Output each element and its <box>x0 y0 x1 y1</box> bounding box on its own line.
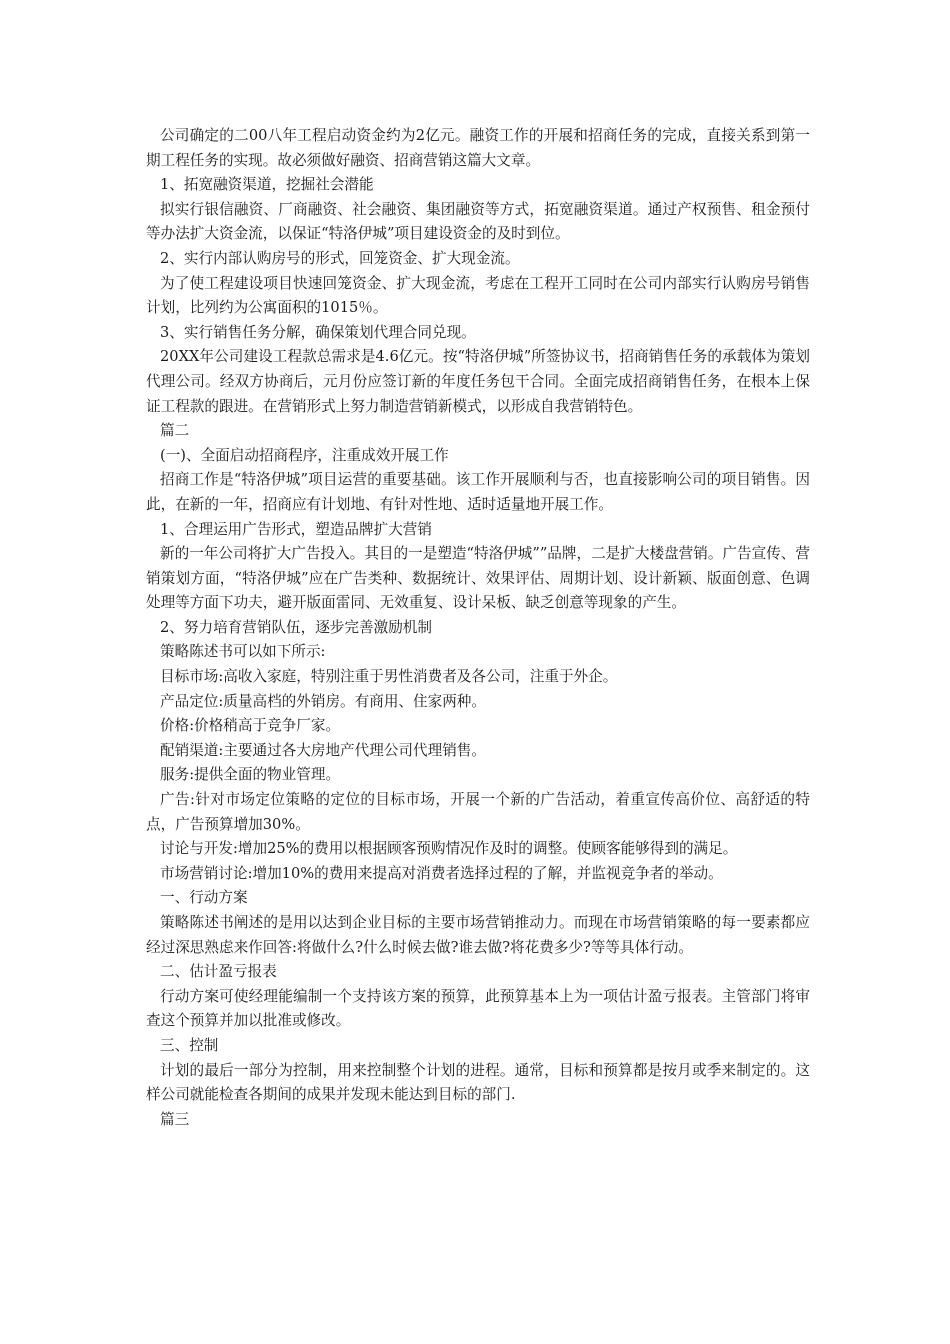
paragraph: 策略陈述书阐述的是用以达到企业目标的主要市场营销推动力。而现在市场营销策略的每一要素都应经过深思熟虑来作回答:将做什么?什么时候去做?谁去做?将花费多少?等等具体行动。 <box>146 914 810 956</box>
paragraph: 招商工作是“特洛伊城”项目运营的重要基础。该工作开展顺利与否，也直接影响公司的项目销售。因此，在新的一年，招商应有计划地、有针对性地、适时适量地开展工作。 <box>146 471 810 513</box>
section-heading: 1、合理运用广告形式，塑造品牌扩大营销 <box>160 520 432 538</box>
part-heading: 篇二 <box>160 422 190 440</box>
paragraph: 为了使工程建设项目快速回笼资金、扩大现金流，考虑在工程开工同时在公司内部实行认购房号销售计划，比列约为公寓面积的1015％。 <box>146 274 810 317</box>
list-item: 配销渠道:主要通过各大房地产代理公司代理销售。 <box>160 741 486 759</box>
list-item: 目标市场:高收入家庭，特别注重于男性消费者及各公司，注重于外企。 <box>160 668 618 686</box>
section-heading: 二、估计盈亏报表 <box>160 963 277 981</box>
list-item: 服务:提供全面的物业管理。 <box>160 766 341 784</box>
section-heading: 2、实行内部认购房号的形式，回笼资金、扩大现金流。 <box>160 249 520 267</box>
paragraph: 行动方案可使经理能编制一个支持该方案的预算，此预算基本上为一项估计盈亏报表。主管部门将审查这个预算并加以批准或修改。 <box>146 987 810 1030</box>
list-item: 市场营销讨论:增加10%的费用来提高对消费者选择过程的了解，并监视竞争者的举动。 <box>160 864 723 882</box>
part-heading: 篇三 <box>160 1110 190 1128</box>
list-item: 产品定位:质量高档的外销房。有商用、住家两种。 <box>160 692 486 710</box>
paragraph: 20XX年公司建设工程款总需求是4.6亿元。按“特洛伊城”所签协议书，招商销售任务的承载体为策划代理公司。经双方协商后，元月份应签订新的年度任务包干合同。全面完成招商销售任务，在根本上保证工程款的跟进。在营销形式上努力制造营销新模式，以形成自我营销特色。 <box>146 348 810 415</box>
paragraph: 新的一年公司将扩大广告投入。其目的一是塑造“特洛伊城””品牌，二是扩大楼盘营销。广告宣传、营销策划方面，“特洛伊城”应在广告类种、数据统计、效果评估、周期计划、设计新颖、版面创意、色调处理等方面下功夫，避开版面雷同、无效重复、设计呆板、缺乏创意等现象的产生。 <box>146 545 810 612</box>
list-item: 讨论与开发:增加25%的费用以根据顾客预购情况作及时的调整。使顾客能够得到的满足。 <box>160 840 738 858</box>
paragraph: 公司确定的二00八年工程启动资金约为2亿元。融资工作的开展和招商任务的完成，直接关系到第一期工程任务的实现。故必须做好融资、招商营销这篇大文章。 <box>146 127 810 169</box>
paragraph: 计划的最后一部分为控制，用来控制整个计划的进程。通常，目标和预算都是按月或季来制定的。这样公司就能检查各期间的成果并发现未能达到目标的部门. <box>146 1061 810 1104</box>
section-heading: 1、拓宽融资渠道，挖掘社会潜能 <box>160 176 374 194</box>
section-heading: 一、行动方案 <box>160 889 248 907</box>
list-item: 广告:针对市场定位策略的定位的目标市场，开展一个新的广告活动，着重宣传高价位、高舒适的特点，广告预算增加30%。 <box>146 791 810 833</box>
document-body <box>146 124 810 1132</box>
paragraph: 拟实行银信融资、厂商融资、社会融资、集团融资等方式，拓宽融资渠道。通过产权预售、租金预付等办法扩大资金流，以保证“特洛伊城”项目建设资金的及时到位。 <box>146 200 810 243</box>
list-item: 价格:价格稍高于竞争厂家。 <box>160 717 341 735</box>
section-heading: 2、努力培育营销队伍，逐步完善激励机制 <box>160 618 432 636</box>
paragraph: 策略陈述书可以如下所示: <box>160 643 326 661</box>
section-heading: (一)、全面启动招商程序，注重成效开展工作 <box>160 446 449 464</box>
section-heading: 三、控制 <box>160 1036 219 1054</box>
section-heading: 3、实行销售任务分解，确保策划代理合同兑现。 <box>160 323 476 341</box>
